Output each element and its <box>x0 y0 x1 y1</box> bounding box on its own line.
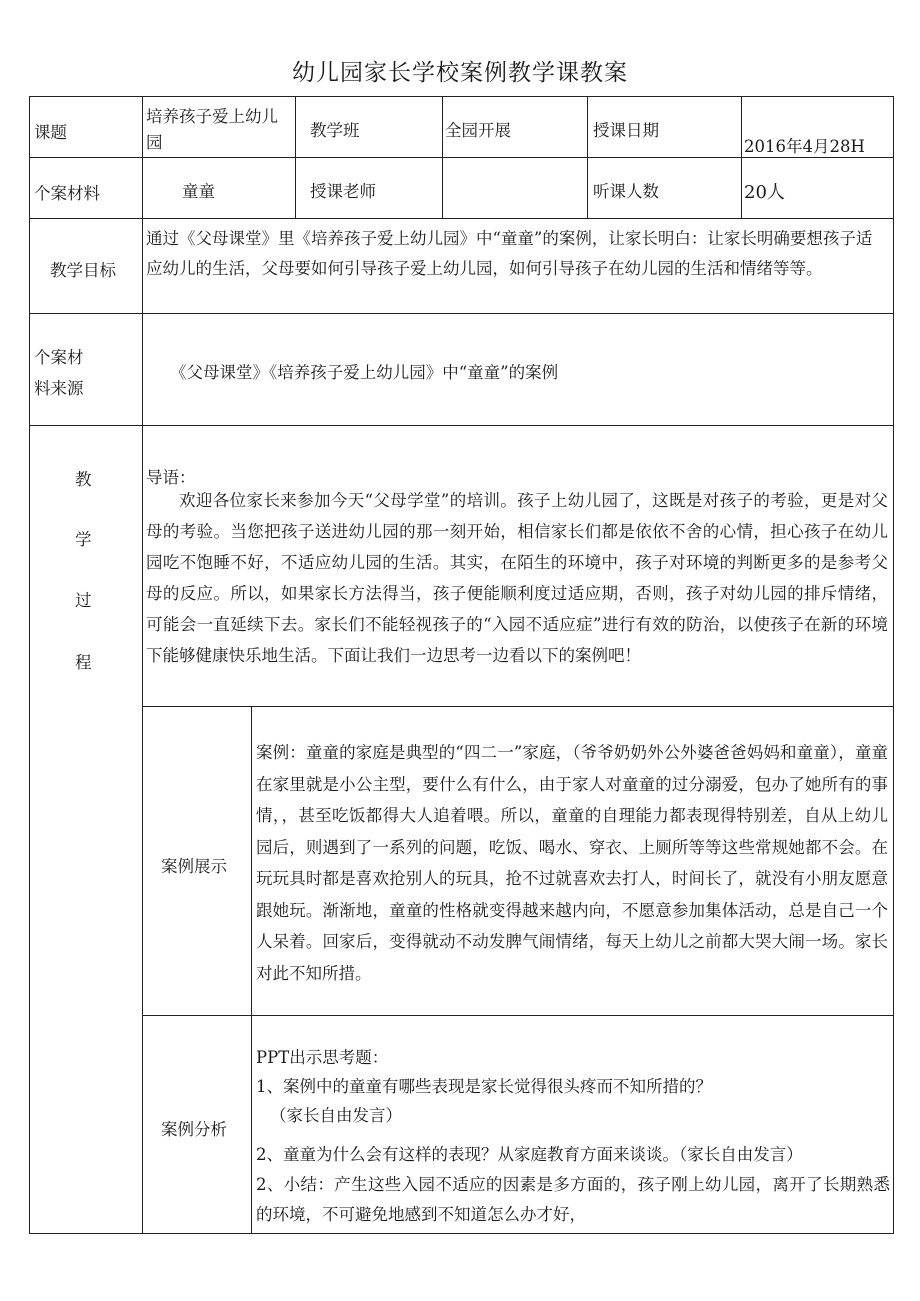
analysis-line: 1、案例中的童童有哪些表现是家长觉得很头疼而不知所措的？ <box>256 1077 712 1096</box>
class-label: 教学班 <box>310 121 360 140</box>
class-value: 全园开展 <box>445 121 511 140</box>
goal-text: 通过《父母课堂》里《培养孩子爱上幼儿园》中“童童”的案例，让家长明白：让家长明确要想孩子适应幼儿的生活，父母要如何引导孩子爱上幼儿园，如何引导孩子在幼儿园的生活和情绪等等。 <box>146 229 873 278</box>
material-label: 个案材料 <box>34 184 100 203</box>
teacher-label: 授课老师 <box>310 182 376 201</box>
analysis-line: （家长自由发言） <box>270 1106 402 1125</box>
analysis-line: PPT出示思考题： <box>256 1048 389 1067</box>
date-value: 2016年4月28H <box>744 137 865 156</box>
process-label-char: 过 <box>75 591 92 610</box>
audience-label: 听课人数 <box>593 182 659 201</box>
analysis-line: 2、童童为什么会有这样的表现？从家庭教育方面来谈谈。（家长自由发言） <box>256 1145 803 1164</box>
intro-title: 导语： <box>146 468 196 487</box>
page-title: 幼儿园家长学校案例教学课教案 <box>292 60 628 86</box>
date-label: 授课日期 <box>593 121 659 140</box>
goal-label: 教学目标 <box>50 261 116 280</box>
process-label-char: 学 <box>75 530 92 549</box>
process-label-char: 教 <box>75 470 92 489</box>
audience-value: 20人 <box>744 182 785 203</box>
analysis-line: 2、小结：产生这些入园不适应的因素是多方面的，孩子刚上幼儿园，离开了长期熟悉的环境，不可避免地感到不知道怎么办才好， <box>256 1175 890 1224</box>
material-value: 童童 <box>182 182 215 201</box>
source-label-line1: 个案材 <box>34 348 84 367</box>
case-text: 案例：童童的家庭是典型的“四二一”家庭，（爷爷奶奶外公外婆爸爸妈妈和童童），童童在家里就是小公主型，要什么有什么，由于家人对童童的过分溺爱，包办了她所有的事情，，甚至吃饭都得大人追着喂。所以，童童的自理能力都表现得特别差，自从上幼儿园后，则遇到了一系列的问题，吃饭、喝水、穿衣、上厕所等等这些常规她都不会。在玩玩具时都是喜欢抢别人的玩具，抢不过就喜欢去打人，时间长了，就没有小朋友愿意跟她玩。渐渐地，童童的性格就变得越来越内向，不愿意参加集体活动，总是自己一个人呆着。回家后，变得就动不动发脾气闹情绪，每天上幼儿之前都大哭大闹一场。家长对此不知所措。 <box>256 743 888 983</box>
source-text: 《父母课堂》《培养孩子爱上幼儿园》中“童童”的案例 <box>170 363 559 382</box>
analysis-label: 案例分析 <box>161 1120 227 1139</box>
case-label: 案例展示 <box>161 857 227 876</box>
topic-value: 培养孩子爱上幼儿园 <box>146 107 278 152</box>
intro-text: 欢迎各位家长来参加今天“父母学堂”的培训。孩子上幼儿园了，这既是对孩子的考验，更是对父母的考验。当您把孩子送进幼儿园的那一刻开始，相信家长们都是依依不舍的心情，担心孩子在幼儿园吃不饱睡不好，不适应幼儿园的生活。其实，在陌生的环境中，孩子对环境的判断更多的是参考父母的反应。所以，如果家长方法得当，孩子便能顺利度过适应期，否则，孩子对幼儿园的排斥情绪，可能会一直延续下去。家长们不能轻视孩子的“入园不适应症”进行有效的防治，以使孩子在新的环境下能够健康快乐地生活。下面让我们一边思考一边看以下的案例吧！ <box>146 491 888 665</box>
topic-label: 课题 <box>34 123 67 142</box>
source-label-line2: 料来源 <box>34 379 84 398</box>
process-label-char: 程 <box>75 653 92 672</box>
